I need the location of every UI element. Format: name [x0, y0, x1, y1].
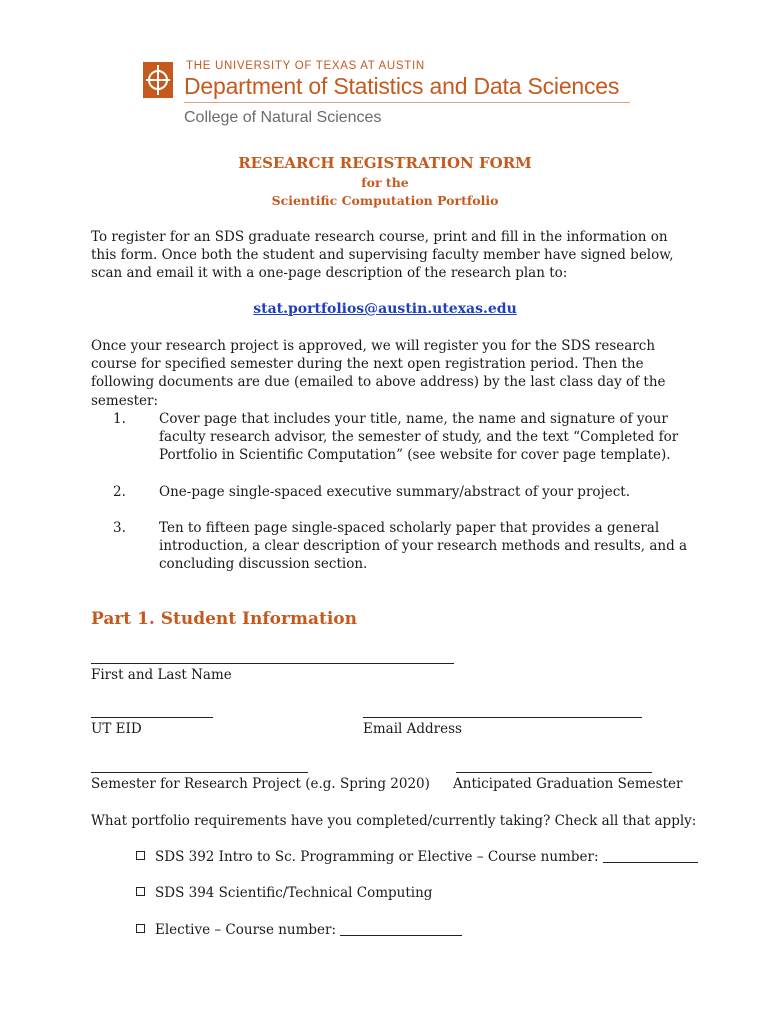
checkbox-row-sds394[interactable] — [136, 885, 432, 901]
semester-input-line[interactable] — [91, 772, 308, 773]
list-number: 3. — [113, 520, 126, 536]
intro-paragraph: To register for an SDS graduate research course, print and fill in the information on this form. Once both the student and supervising faculty member have signed below, scan and email it with a one-page description of the research plan to: — [91, 229, 674, 282]
list-item: Ten to fifteen page single-spaced scholarly paper that provides a general introduction, a clear description of your research methods and results, and a concluding discussion section. — [159, 520, 688, 573]
ut-tower-logo — [143, 62, 173, 98]
list-number: 2. — [113, 484, 126, 500]
part1-title: Part 1. Student Information — [91, 609, 357, 629]
eid-input-line[interactable] — [91, 717, 213, 718]
form-subtitle-1: for the — [361, 175, 409, 190]
name-label: First and Last Name — [91, 667, 232, 683]
checkbox[interactable] — [136, 851, 145, 860]
checkbox-row-elective[interactable] — [136, 922, 462, 938]
semester-label: Semester for Research Project (e.g. Spring 2020) — [91, 776, 430, 792]
email-label: Email Address — [363, 721, 462, 737]
checkbox-row-sds392[interactable] — [136, 849, 698, 865]
checkbox-label: Elective – Course number: — [155, 922, 341, 938]
checkbox[interactable] — [136, 887, 145, 896]
list-item: Cover page that includes your title, name, the name and signature of your faculty research advisor, the semester of study, and the text “Completed for Portfolio in Scientific Computation” (see website for cover page template). — [159, 411, 679, 464]
college-name: College of Natural Sciences — [184, 109, 382, 126]
form-subtitle-2: Scientific Computation Portfolio — [271, 193, 499, 208]
checkbox-label: SDS 394 Scientific/Technical Computing — [155, 885, 433, 901]
checkbox[interactable] — [136, 924, 145, 933]
checkbox-label: SDS 392 Intro to Sc. Programming or Elective – Course number: — [155, 849, 603, 865]
graduation-input-line[interactable] — [456, 772, 652, 773]
list-number: 1. — [113, 411, 126, 427]
name-input-line[interactable] — [91, 663, 454, 664]
course-number-line[interactable] — [340, 923, 462, 936]
university-name: THE UNIVERSITY OF TEXAS AT AUSTIN — [186, 60, 425, 72]
eid-label: UT EID — [91, 721, 142, 737]
list-item: One-page single-spaced executive summary/abstract of your project. — [159, 484, 630, 500]
graduation-label: Anticipated Graduation Semester — [453, 776, 683, 792]
course-number-line[interactable] — [603, 850, 698, 863]
portfolio-email-link[interactable]: stat.portfolios@austin.utexas.edu — [253, 301, 517, 317]
requirements-question: What portfolio requirements have you completed/currently taking? Check all that apply: — [91, 813, 697, 829]
email-input-line[interactable] — [363, 717, 642, 718]
form-title: RESEARCH REGISTRATION FORM — [238, 154, 532, 172]
header-divider — [184, 102, 630, 103]
department-name: Department of Statistics and Data Sciences — [184, 73, 620, 99]
approval-paragraph: Once your research project is approved, we will register you for the SDS research course for specified semester during the next open registration period. Then the following documents are due (emailed to above address) by the last class day of the semester: — [91, 338, 666, 409]
